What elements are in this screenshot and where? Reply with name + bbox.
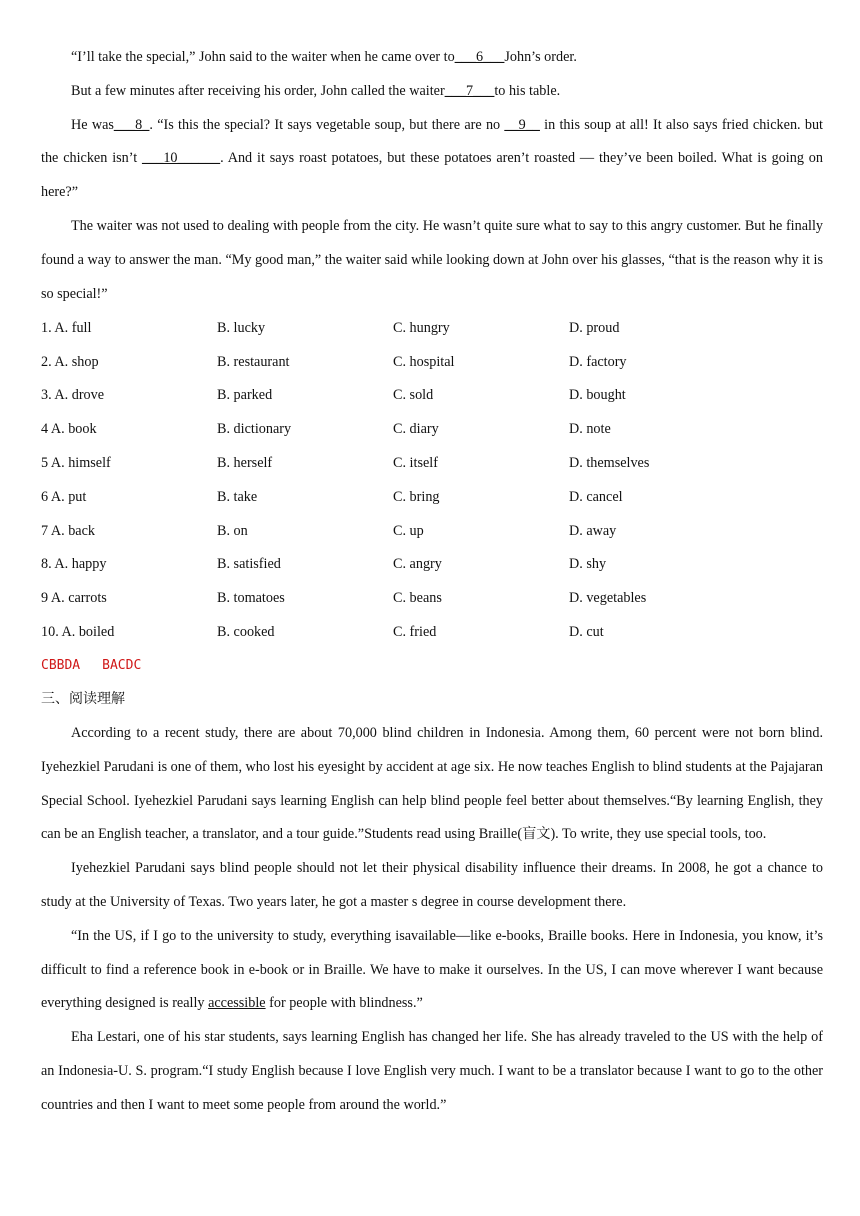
option-d: D. bought: [569, 387, 626, 404]
option-a: 2. A. shop: [41, 353, 99, 370]
option-b: B. dictionary: [217, 421, 292, 438]
answer-key-part-1: CBBDA: [41, 658, 81, 674]
option-d: D. themselves: [569, 454, 650, 471]
option-row-3: [41, 379, 823, 413]
blank-8: ___8_: [113, 116, 150, 133]
reading-paragraph-3: [41, 920, 823, 1021]
option-row-2: [41, 345, 823, 379]
option-c: C. hospital: [393, 353, 455, 370]
option-b: B. parked: [217, 387, 273, 404]
option-c: C. fried: [393, 623, 437, 640]
option-d: D. note: [569, 421, 611, 438]
option-row-7: [41, 514, 823, 548]
option-c: C. angry: [393, 556, 442, 573]
option-c: C. itself: [393, 454, 438, 471]
option-b: B. satisfied: [217, 556, 281, 573]
story-paragraph-2: [41, 75, 823, 109]
text-segment: in this soup at all! It also says fried chicken. but the chicken isn’t: [41, 116, 823, 167]
text-segment: to his table.: [494, 82, 561, 99]
blank-6: ___6___: [454, 49, 505, 65]
option-b: B. on: [217, 522, 248, 539]
text-segment: “In the US, if I go to the university to study, everything isavailable—like e-books, Braille books. Here in Indonesia, you know, it’s difficult to find a reference book in e-book or in Braille. We have to make it ourselves. In the US, I can move wherever I want because everything designed is really: [41, 927, 823, 1012]
reading-paragraph-4: Eha Lestari, one of his star students, says learning English has changed her life. She has already traveled to the US with the help of an Indonesia-U. S. program.“I study English because I love English very much. I want to be a translator because I want to go to the other countries and then I want to meet some people from around the world.”: [41, 1029, 823, 1113]
option-row-8: [41, 548, 823, 582]
text-segment: He was: [71, 116, 114, 133]
blank-7: ___7___: [444, 82, 495, 99]
option-a: 9 A. carrots: [41, 590, 107, 607]
option-row-9: [41, 582, 823, 616]
option-b: B. lucky: [217, 319, 266, 336]
option-b: B. restaurant: [217, 353, 290, 370]
blank-10: ___10______: [142, 150, 221, 167]
option-d: D. cut: [569, 623, 604, 640]
option-row-6: [41, 480, 823, 514]
option-c: C. sold: [393, 387, 434, 404]
reading-paragraph-2: Iyehezkiel Parudani says blind people should not let their physical disability influence their dreams. In 2008, he got a chance to study at the University of Texas. Two years later, he got a master s degree in course development there.: [41, 860, 823, 910]
option-c: C. bring: [393, 488, 440, 505]
text-segment: But a few minutes after receiving his order, John called the waiter: [71, 82, 445, 99]
option-row-4: [41, 413, 823, 447]
blank-9: __9__: [504, 116, 540, 133]
option-b: B. tomatoes: [217, 590, 285, 607]
text-segment: John’s order.: [504, 49, 577, 65]
text-segment: . And it says roast potatoes, but these potatoes aren’t roasted — they’ve been boiled. What is going on here?”: [41, 150, 823, 201]
option-a: 6 A. put: [41, 488, 87, 505]
option-c: C. diary: [393, 421, 439, 438]
option-d: D. proud: [569, 319, 620, 336]
option-d: D. vegetables: [569, 590, 647, 607]
option-row-10: [41, 616, 823, 650]
text-segment: . “Is this the special? It says vegetable soup, but there are no: [149, 116, 505, 133]
option-d: D. shy: [569, 556, 607, 573]
option-b: B. cooked: [217, 623, 275, 640]
option-a: 1. A. full: [41, 319, 92, 336]
option-a: 7 A. back: [41, 522, 95, 539]
text-segment: for people with blindness.”: [265, 995, 423, 1012]
option-b: B. take: [217, 488, 258, 505]
reading-paragraph-1: According to a recent study, there are about 70,000 blind children in Indonesia. Among them, 60 percent were not born blind. Iyehezkiel Parudani is one of them, who lost his eyesight by accident at age six. He now teaches English to blind students at the Pajajaran Special School. Iyehezkiel Parudani says learning English can help blind people feel better about themselves.“By learning English, they can be an English teacher, a translator, and a tour guide.”Students read using Braille(盲文). To write, they use special tools, too.: [41, 724, 823, 843]
story-paragraph-1: [41, 41, 823, 75]
document-page: [41, 0, 823, 1123]
option-a: 3. A. drove: [41, 387, 105, 404]
options-list: [41, 311, 823, 649]
answer-key-part-2: BACDC: [102, 658, 142, 674]
option-d: D. cancel: [569, 488, 623, 505]
answer-key: [41, 649, 823, 683]
option-c: C. beans: [393, 590, 442, 607]
option-d: D. factory: [569, 353, 627, 370]
option-a: 8. A. happy: [41, 556, 107, 573]
option-d: D. away: [569, 522, 617, 539]
option-b: B. herself: [217, 454, 273, 471]
option-row-1: [41, 311, 823, 345]
option-a: 5 A. himself: [41, 454, 111, 471]
option-a: 4 A. book: [41, 421, 97, 438]
option-c: C. up: [393, 522, 424, 539]
underlined-word: accessible: [208, 995, 266, 1012]
section-title: 三、阅读理解: [41, 691, 125, 708]
story-paragraph-3: [41, 109, 823, 210]
option-a: 10. A. boiled: [41, 623, 115, 640]
text-segment: “I’ll take the special,” John said to the waiter when he came over to: [71, 49, 455, 65]
option-c: C. hungry: [393, 319, 450, 336]
option-row-5: [41, 447, 823, 481]
story-paragraph-4: The waiter was not used to dealing with people from the city. He wasn’t quite sure what to say to this angry customer. But he finally found a way to answer the man. “My good man,” the waiter said while looking down at John over his glasses, “that is the reason why it is so special!”: [41, 217, 823, 302]
